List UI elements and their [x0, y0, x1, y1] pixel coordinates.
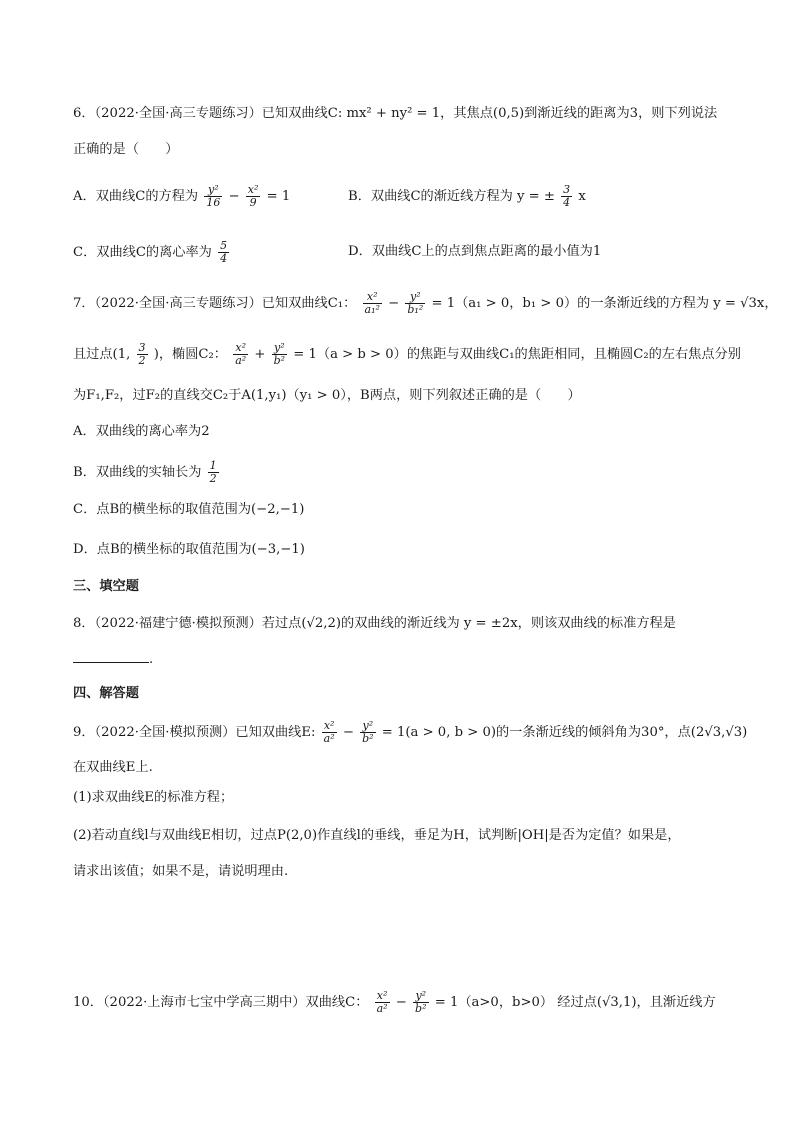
q7-stem-text: 7．（2022·全国·高三专题练习）已知双曲线C₁： [73, 296, 357, 311]
variable-x: x [578, 189, 586, 204]
fraction [246, 184, 261, 209]
numerator: y² [204, 184, 222, 197]
numerator: 3 [563, 183, 571, 196]
numerator: y² [272, 342, 287, 355]
q6-option-c [73, 240, 231, 265]
q6-option-b-text: B．双曲线C的渐近线方程为 y = ± [348, 189, 555, 204]
fraction [204, 184, 222, 209]
fraction [405, 291, 425, 316]
operator: − [228, 189, 240, 204]
q7-ellipse-text-cont: = 1（a > b > 0）的焦距与双曲线C₁的焦距相同，且椭圆C₂的左右焦点分别 [293, 347, 741, 362]
q9-stem-text-cont: = 1(a > 0, b > 0)的一条渐近线的倾斜角为30°，点(2√3,√3) [381, 725, 748, 740]
denominator: b² [273, 354, 286, 367]
q9-subquestion-2: (2)若动直线l与双曲线E相切，过点P(2,0)作直线l的垂线，垂足为H，试判断|OH|是否为定值？如果是， [73, 828, 681, 843]
fraction [137, 342, 148, 367]
q7-option-d: D．点B的横坐标的取值范围为(−3,−1) [73, 542, 305, 557]
fraction [375, 990, 390, 1015]
denominator: a² [323, 732, 335, 745]
fraction [322, 720, 337, 745]
q7-stem-line2 [73, 342, 741, 367]
fraction [363, 291, 382, 316]
fraction [413, 990, 428, 1015]
fraction [360, 720, 375, 745]
q7-option-b [73, 460, 221, 485]
q10-stem-text: 10．（2022·上海市七宝中学高三期中）双曲线C： [73, 995, 369, 1010]
denominator: 2 [138, 354, 146, 367]
denominator: 4 [563, 196, 571, 209]
denominator: a₁² [364, 303, 380, 316]
operator: − [342, 725, 354, 740]
numerator: 3 [138, 341, 146, 354]
section-heading-fill-in: 三、填空题 [73, 579, 139, 594]
denominator: 2 [209, 472, 217, 485]
operator: + [254, 347, 266, 362]
q8-end-period: . [149, 652, 154, 667]
operator: − [395, 995, 407, 1010]
q9-stem-text: 9．（2022·全国·模拟预测）已知双曲线E: [73, 725, 316, 740]
numerator: 1 [209, 459, 217, 472]
q6-option-c-text: C．双曲线C的离心率为 [73, 245, 212, 260]
q7-ellipse-text: )，椭圆C₂： [153, 347, 227, 362]
q9-stem-line2: 在双曲线E上. [73, 760, 153, 775]
q6-stem-line2: 正确的是（ ） [73, 142, 179, 157]
numerator: 5 [220, 239, 228, 252]
denominator: a² [235, 354, 247, 367]
denominator: b₁² [407, 303, 424, 316]
operator: − [388, 296, 400, 311]
q10-stem-line1 [73, 990, 716, 1015]
numerator: x² [375, 990, 390, 1003]
denominator: b² [415, 1002, 427, 1015]
q9-stem-line1 [73, 720, 747, 745]
q7-option-c: C．点B的横坐标的取值范围为(−2,−1) [73, 502, 305, 517]
q9-subquestion-2-cont: 请求出该值；如果不是，请说明理由. [73, 864, 289, 879]
denominator: 4 [220, 252, 228, 265]
numerator: x² [322, 720, 337, 733]
fraction [208, 460, 219, 485]
numerator: y² [413, 990, 428, 1003]
q9-subquestion-1: (1)求双曲线E的标准方程； [73, 790, 234, 805]
section-heading-solve: 四、解答题 [73, 686, 139, 701]
q8-stem-line1: 8．（2022·福建宁德·模拟预测）若过点(√2,2)的双曲线的渐近线为 y = ±2x，则该双曲线的标准方程是 [73, 616, 676, 631]
equation-rhs: = 1 [266, 189, 291, 204]
q7-stem-text-cont: = 1（a₁ > 0，b₁ > 0）的一条渐近线的方程为 y = √3x， [431, 296, 778, 311]
q7-stem-line3: 为F₁,F₂，过F₂的直线交C₂于A(1,y₁)（y₁ > 0），B两点，则下列叙述正确的是（ ） [73, 388, 581, 403]
denominator: 16 [206, 196, 221, 209]
numerator: y² [405, 291, 425, 304]
q7-option-b-text: B．双曲线的实轴长为 [73, 465, 202, 480]
q7-option-a: A．双曲线的离心率为2 [73, 424, 210, 439]
numerator: x² [247, 183, 259, 196]
q7-point-text: 且过点(1, [73, 347, 131, 362]
q6-option-d: D．双曲线C上的点到焦点距离的最小值为1 [348, 244, 602, 259]
denominator: b² [362, 732, 374, 745]
numerator: y² [360, 720, 375, 733]
fraction [218, 240, 229, 265]
q6-option-b [348, 184, 586, 209]
numerator: x² [233, 342, 248, 355]
q6-option-a [73, 184, 290, 209]
q10-stem-text-cont: = 1（a>0，b>0） 经过点(√3,1)，且渐近线方 [434, 995, 716, 1010]
fraction [272, 342, 287, 367]
denominator: 9 [249, 196, 257, 209]
q7-stem-line1 [73, 291, 778, 316]
q8-answer-line [73, 650, 153, 670]
denominator: a² [376, 1002, 388, 1015]
fraction [561, 184, 572, 209]
numerator: x² [363, 291, 382, 304]
fraction [233, 342, 248, 367]
q6-option-a-text: A．双曲线C的方程为 [73, 189, 199, 204]
q6-stem-line1: 6．（2022·全国·高三专题练习）已知双曲线C: mx² + ny² = 1，其焦点(0,5)到渐近线的距离为3，则下列说法 [73, 106, 718, 121]
answer-blank[interactable] [73, 650, 149, 663]
